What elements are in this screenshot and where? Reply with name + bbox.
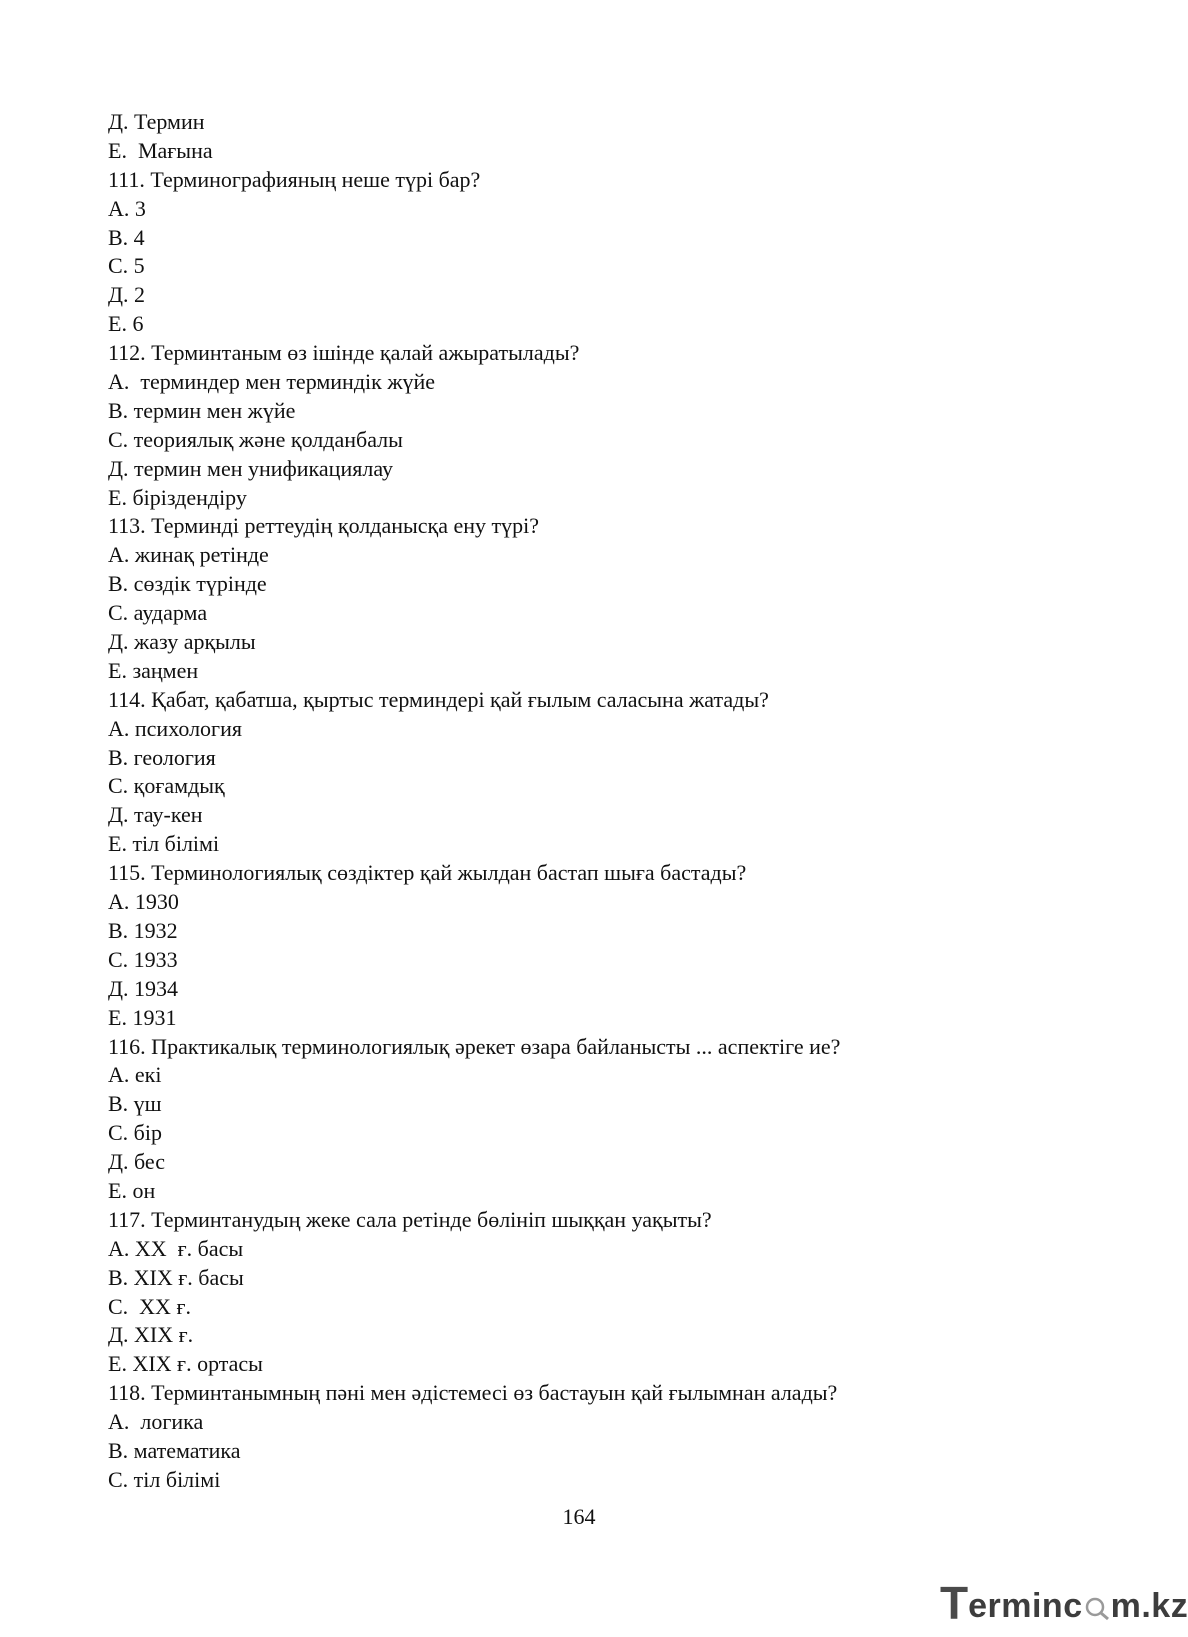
page-number: 164 xyxy=(562,1504,596,1529)
answer-line: Е. он xyxy=(108,1177,156,1203)
answer-line: Д. 2 xyxy=(108,282,146,308)
answer-line: А. екі xyxy=(108,1062,162,1088)
answer-line: Д. термин мен унификациялау xyxy=(108,455,393,481)
magnifier-icon xyxy=(1083,1587,1111,1626)
answer-line: С. қоғамдық xyxy=(108,773,225,799)
answer-line: Е. 1931 xyxy=(108,1004,177,1030)
answer-line: С. 5 xyxy=(108,253,145,279)
question-line: 115. Терминологиялық сөздіктер қай жылдан бастап шыға бастады? xyxy=(108,860,747,886)
answer-line: С. аударма xyxy=(108,600,208,626)
answer-line: В. математика xyxy=(108,1437,241,1463)
answer-line: С. ХХ ғ. xyxy=(108,1293,191,1319)
answer-line: Е. заңмен xyxy=(108,657,199,683)
answer-line: Д. тау-кен xyxy=(108,802,203,828)
watermark-logo[interactable] xyxy=(940,1576,1188,1629)
logo-text-part1: erminc xyxy=(968,1587,1083,1625)
answer-line: В. сөздік түрінде xyxy=(108,571,267,597)
answer-line: Е. біріздендіру xyxy=(108,484,247,510)
answer-line: В. 4 xyxy=(108,224,145,250)
answer-line: А. 3 xyxy=(108,195,146,221)
answer-line: В. термин мен жүйе xyxy=(108,397,296,423)
question-line: 111. Терминографияның неше түрі бар? xyxy=(108,166,481,192)
answer-line: В. ХІХ ғ. басы xyxy=(108,1264,244,1290)
answer-line: В. геология xyxy=(108,744,216,770)
text-line: Д. Термин xyxy=(108,109,205,134)
answer-line: С. теориялық және қолданбалы xyxy=(108,426,403,452)
answer-line: Е. тіл білімі xyxy=(108,831,220,857)
answer-line: Д. жазу арқылы xyxy=(108,629,256,655)
question-line: 112. Терминтаным өз ішінде қалай ажыратылады? xyxy=(108,340,580,366)
logo-text-part2: m.kz xyxy=(1110,1587,1188,1625)
question-list xyxy=(108,108,1088,1495)
answer-line: Е. ХІХ ғ. ортасы xyxy=(108,1351,263,1377)
answer-line: С. бір xyxy=(108,1120,162,1146)
question-line: 113. Терминді реттеудің қолданысқа ену түрі? xyxy=(108,513,540,539)
answer-line: В. үш xyxy=(108,1091,162,1117)
logo-first-letter: T xyxy=(940,1577,969,1629)
answer-line: В. 1932 xyxy=(108,917,178,943)
answer-line: С. 1933 xyxy=(108,946,178,972)
answer-line: Д. бес xyxy=(108,1149,165,1175)
answer-line: А. психология xyxy=(108,715,242,741)
answer-line: А. ХХ ғ. басы xyxy=(108,1235,244,1261)
text-line: Е. Мағына xyxy=(108,137,213,163)
question-line: 118. Терминтанымның пәні мен әдістемесі өз бастауын қай ғылымнан алады? xyxy=(108,1380,838,1406)
question-line: 116. Практикалық терминологиялық әрекет өзара байланысты ... аспектіге ие? xyxy=(108,1033,841,1059)
answer-line: Д. ХІХ ғ. xyxy=(108,1322,194,1348)
answer-line: А. терминдер мен терминдік жүйе xyxy=(108,369,436,395)
answer-line: А. жинақ ретінде xyxy=(108,542,269,568)
answer-line: С. тіл білімі xyxy=(108,1466,221,1492)
question-line: 114. Қабат, қабатша, қыртыс терминдері қай ғылым саласына жатады? xyxy=(108,686,769,712)
answer-line: Е. 6 xyxy=(108,311,144,337)
answer-line: Д. 1934 xyxy=(108,975,179,1001)
question-line: 117. Терминтанудың жеке сала ретінде бөлініп шыққан уақыты? xyxy=(108,1206,712,1232)
answer-line: А. логика xyxy=(108,1409,204,1435)
answer-line: А. 1930 xyxy=(108,889,179,915)
